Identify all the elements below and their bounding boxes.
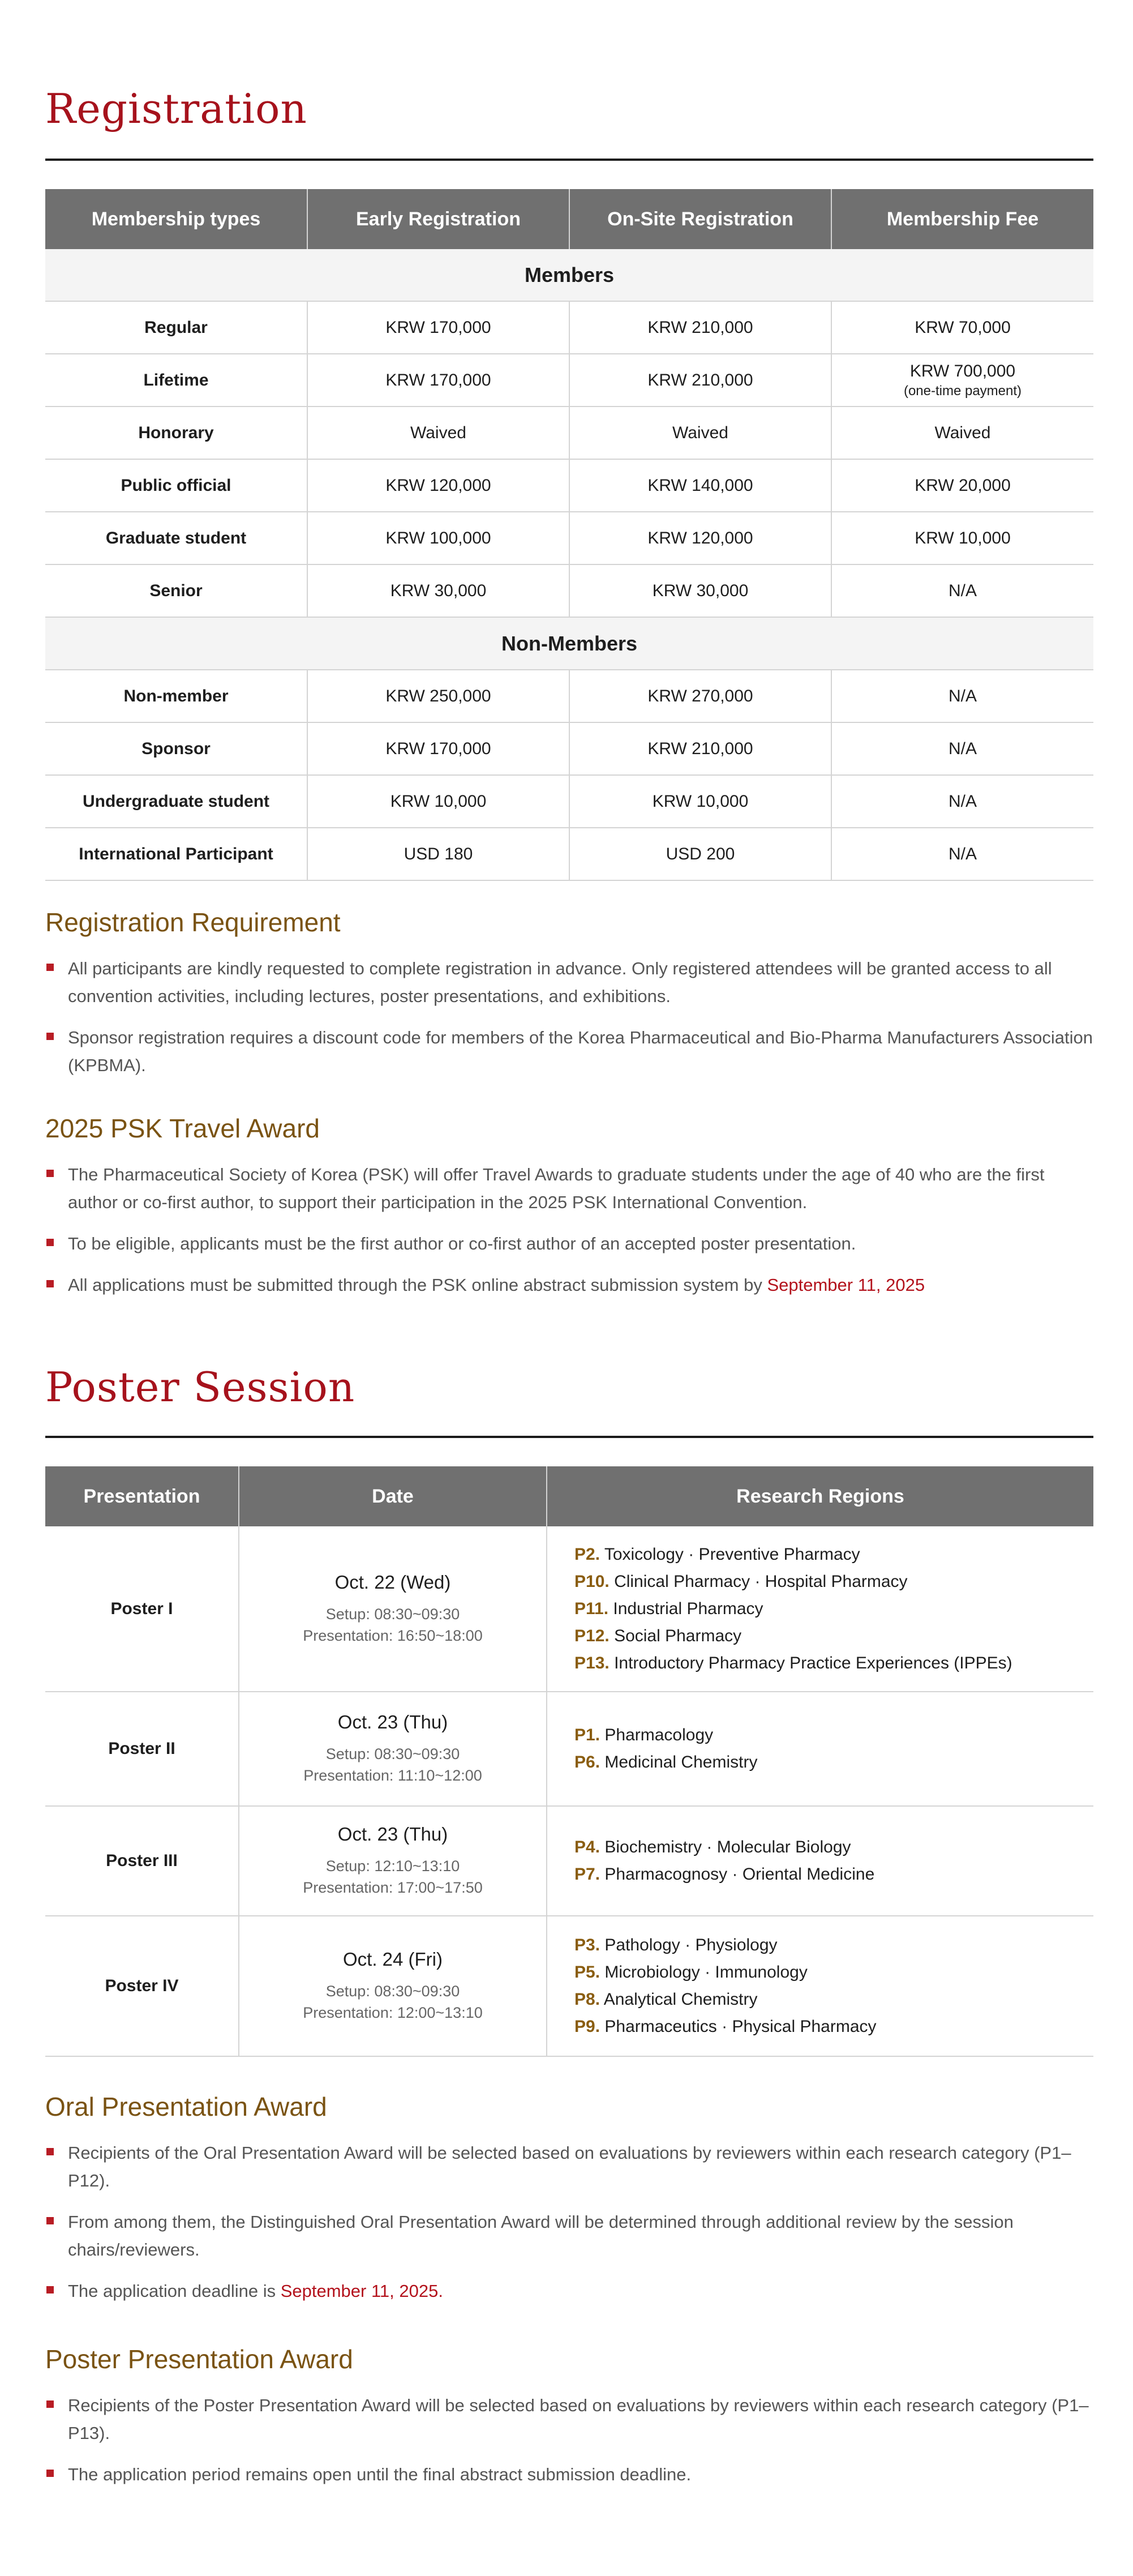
onsite-fee: Waived — [569, 406, 831, 459]
region-item — [574, 1568, 1093, 1595]
region-code: P3. — [574, 1936, 600, 1954]
group-row-members — [45, 249, 1093, 301]
early-fee: KRW 30,000 — [307, 564, 569, 617]
list-item-text: The Pharmaceutical Society of Korea (PSK) will offer Travel Awards to graduate students under the age of 40 who are the first author or co-first author, to support their participation in the 2025 PSK International Convention. — [68, 1165, 1045, 1212]
bullet-square-icon — [46, 2217, 54, 2224]
list-item-text: Sponsor registration requires a discount code for members of the Korea Pharmaceutical and Bio-Pharma Manufacturers Association (KPBMA). — [68, 1028, 1093, 1075]
early-fee: KRW 120,000 — [307, 459, 569, 512]
column-header: Membership types — [45, 189, 307, 249]
table-header-row — [45, 1466, 1093, 1526]
table-row — [45, 301, 1093, 354]
table-row — [45, 512, 1093, 564]
research-regions-cell — [547, 1692, 1093, 1806]
region-label: Medicinal Chemistry — [604, 1753, 758, 1771]
region-item — [574, 1986, 1093, 2013]
bullet-square-icon — [46, 2400, 54, 2408]
membership-type: Sponsor — [45, 722, 307, 775]
region-item — [574, 1932, 1093, 1959]
region-label: Biochemistry · Molecular Biology — [604, 1838, 851, 1856]
registration-fee-table — [45, 189, 1093, 881]
onsite-fee: KRW 140,000 — [569, 459, 831, 512]
table-row — [45, 354, 1093, 406]
group-label: Members — [45, 249, 1093, 301]
list-item — [45, 2391, 1093, 2447]
list-item-text: The application period remains open until the final abstract submission deadline. — [68, 2464, 692, 2484]
poster-date-cell — [239, 1916, 547, 2056]
region-label: Analytical Chemistry — [603, 1990, 758, 2009]
region-code: P11. — [574, 1599, 609, 1618]
list-item — [45, 1161, 1093, 1216]
group-label: Non-Members — [45, 617, 1093, 670]
region-label: Pharmacognosy · Oriental Medicine — [604, 1865, 875, 1884]
table-row — [45, 670, 1093, 722]
presentation-time: Presentation: 11:10~12:00 — [303, 1767, 482, 1784]
travel-award-list — [45, 1161, 1093, 1299]
early-fee: KRW 170,000 — [307, 354, 569, 406]
region-code: P2. — [574, 1544, 600, 1564]
poster-award-title: Poster Presentation Award — [45, 2344, 353, 2374]
deadline-date: September 11, 2025 — [767, 1275, 925, 1295]
bullet-square-icon — [46, 2286, 54, 2293]
bullet-square-icon — [46, 964, 54, 971]
registration-divider — [45, 159, 1093, 161]
region-item — [574, 1623, 1093, 1650]
registration-requirement-list — [45, 955, 1093, 1079]
region-code: P13. — [574, 1653, 610, 1672]
table-row — [45, 1916, 1093, 2056]
column-header: On-Site Registration — [569, 189, 831, 249]
table-header-row — [45, 189, 1093, 249]
region-code: P8. — [574, 1990, 600, 2009]
table-row — [45, 406, 1093, 459]
membership-type: Honorary — [45, 406, 307, 459]
membership-type: Public official — [45, 459, 307, 512]
early-fee: USD 180 — [307, 828, 569, 880]
region-label: Microbiology · Immunology — [604, 1963, 808, 1982]
membership-fee: KRW 70,000 — [831, 301, 1093, 354]
membership-type: Lifetime — [45, 354, 307, 406]
membership-type: Senior — [45, 564, 307, 617]
list-item — [45, 1230, 1093, 1257]
column-header: Early Registration — [307, 189, 569, 249]
registration-title: Registration — [45, 85, 307, 132]
list-item-text: The application deadline is — [68, 2281, 281, 2301]
region-code: P12. — [574, 1626, 610, 1645]
early-fee: KRW 250,000 — [307, 670, 569, 722]
bullet-square-icon — [46, 2148, 54, 2155]
region-label: Industrial Pharmacy — [613, 1599, 763, 1618]
poster-date-cell — [239, 1806, 547, 1916]
region-code: P6. — [574, 1753, 600, 1771]
early-fee: Waived — [307, 406, 569, 459]
poster-name: Poster III — [45, 1806, 239, 1916]
poster-name: Poster II — [45, 1692, 239, 1806]
research-regions-cell — [547, 1806, 1093, 1916]
table-row — [45, 1692, 1093, 1806]
early-fee: KRW 170,000 — [307, 722, 569, 775]
membership-type: Graduate student — [45, 512, 307, 564]
poster-date: Oct. 23 (Thu) — [337, 1711, 448, 1732]
column-header: Date — [239, 1466, 547, 1526]
onsite-fee: KRW 120,000 — [569, 512, 831, 564]
list-item — [45, 1024, 1093, 1079]
region-label: Clinical Pharmacy · Hospital Pharmacy — [614, 1572, 908, 1591]
membership-type: International Participant — [45, 828, 307, 880]
region-item — [574, 1722, 1093, 1749]
table-row — [45, 564, 1093, 617]
region-code: P7. — [574, 1865, 600, 1884]
early-fee: KRW 100,000 — [307, 512, 569, 564]
region-label: Pharmacology — [604, 1726, 714, 1744]
deadline-period: . — [438, 2281, 443, 2301]
table-row — [45, 1526, 1093, 1692]
membership-fee: N/A — [831, 775, 1093, 828]
onsite-fee: KRW 210,000 — [569, 722, 831, 775]
bullet-square-icon — [46, 1170, 54, 1177]
poster-session-divider — [45, 1436, 1093, 1438]
poster-name: Poster IV — [45, 1916, 239, 2056]
presentation-time: Presentation: 12:00~13:10 — [303, 2004, 483, 2021]
fee-note: (one-time payment) — [903, 383, 1022, 399]
column-header: Membership Fee — [831, 189, 1093, 249]
list-item-text: All applications must be submitted through the PSK online abstract submission system by — [68, 1275, 767, 1295]
poster-date: Oct. 24 (Fri) — [342, 1949, 443, 1970]
membership-fee: N/A — [831, 564, 1093, 617]
region-label: Pharmaceutics · Physical Pharmacy — [604, 2017, 877, 2036]
early-fee: KRW 10,000 — [307, 775, 569, 828]
presentation-time: Presentation: 16:50~18:00 — [303, 1627, 483, 1644]
region-code: P10. — [574, 1572, 610, 1591]
list-item-text: From among them, the Distinguished Oral Presentation Award will be determined through additional review by the session chairs/reviewers. — [68, 2212, 1014, 2260]
list-item-text: All participants are kindly requested to complete registration in advance. Only registered attendees will be granted access to all convention activities, including lectures, poster presentations, and exhibitions. — [68, 958, 1052, 1006]
table-row — [45, 459, 1093, 512]
region-item — [574, 1541, 1093, 1568]
poster-date: Oct. 22 (Wed) — [334, 1571, 451, 1593]
bullet-square-icon — [46, 2470, 54, 2477]
membership-fee: Waived — [831, 406, 1093, 459]
travel-award-title: 2025 PSK Travel Award — [45, 1114, 320, 1143]
list-item-text: To be eligible, applicants must be the first author or co-first author of an accepted poster presentation. — [68, 1234, 856, 1253]
membership-type: Undergraduate student — [45, 775, 307, 828]
region-item — [574, 1834, 1093, 1861]
poster-session-title: Poster Session — [45, 1363, 355, 1411]
region-item — [574, 1595, 1093, 1623]
region-code: P5. — [574, 1963, 600, 1982]
setup-time: Setup: 08:30~09:30 — [325, 1983, 460, 2000]
region-item — [574, 1861, 1093, 1888]
membership-fee: N/A — [831, 670, 1093, 722]
oral-award-list — [45, 2139, 1093, 2305]
list-item — [45, 1271, 1093, 1299]
list-item — [45, 2277, 1093, 2305]
table-row — [45, 1806, 1093, 1916]
membership-fee-cell — [831, 354, 1093, 406]
membership-type: Non-member — [45, 670, 307, 722]
region-label: Introductory Pharmacy Practice Experiences (IPPEs) — [614, 1653, 1012, 1672]
bullet-square-icon — [46, 1280, 54, 1287]
setup-time: Setup: 08:30~09:30 — [325, 1605, 460, 1623]
region-item — [574, 1650, 1093, 1677]
membership-fee: KRW 20,000 — [831, 459, 1093, 512]
list-item — [45, 955, 1093, 1010]
onsite-fee: KRW 10,000 — [569, 775, 831, 828]
presentation-time: Presentation: 17:00~17:50 — [303, 1879, 483, 1896]
onsite-fee: KRW 210,000 — [569, 301, 831, 354]
table-row — [45, 722, 1093, 775]
onsite-fee: KRW 30,000 — [569, 564, 831, 617]
list-item — [45, 2139, 1093, 2194]
poster-date-cell — [239, 1526, 547, 1692]
onsite-fee: USD 200 — [569, 828, 831, 880]
onsite-fee: KRW 270,000 — [569, 670, 831, 722]
bullet-square-icon — [46, 1239, 54, 1246]
poster-name: Poster I — [45, 1526, 239, 1692]
region-item — [574, 2013, 1093, 2040]
region-label: Toxicology · Preventive Pharmacy — [604, 1544, 860, 1564]
poster-award-list — [45, 2391, 1093, 2488]
poster-session-table — [45, 1466, 1093, 2057]
membership-type: Regular — [45, 301, 307, 354]
deadline-date: September 11, 2025 — [280, 2281, 439, 2301]
poster-date: Oct. 23 (Thu) — [337, 1824, 448, 1845]
region-item — [574, 1749, 1093, 1776]
region-code: P1. — [574, 1726, 600, 1744]
region-item — [574, 1959, 1093, 1986]
list-item-text: Recipients of the Oral Presentation Award will be selected based on evaluations by reviewers within each research category (P1–P12). — [68, 2143, 1071, 2190]
membership-fee: N/A — [831, 722, 1093, 775]
region-code: P4. — [574, 1838, 600, 1856]
column-header: Presentation — [45, 1466, 239, 1526]
group-row-non-members — [45, 617, 1093, 670]
setup-time: Setup: 12:10~13:10 — [325, 1858, 460, 1875]
list-item-text: Recipients of the Poster Presentation Award will be selected based on evaluations by reviewers within each research category (P1–P13). — [68, 2395, 1089, 2443]
region-code: P9. — [574, 2017, 600, 2036]
table-row — [45, 828, 1093, 880]
setup-time: Setup: 08:30~09:30 — [325, 1745, 460, 1762]
research-regions-cell — [547, 1526, 1093, 1692]
list-item — [45, 2461, 1093, 2488]
table-row — [45, 775, 1093, 828]
region-label: Social Pharmacy — [614, 1626, 742, 1645]
research-regions-cell — [547, 1916, 1093, 2056]
membership-fee: KRW 10,000 — [831, 512, 1093, 564]
column-header: Research Regions — [547, 1466, 1093, 1526]
poster-date-cell — [239, 1692, 547, 1806]
membership-fee: N/A — [831, 828, 1093, 880]
region-label: Pathology · Physiology — [604, 1936, 778, 1954]
onsite-fee: KRW 210,000 — [569, 354, 831, 406]
registration-requirement-title: Registration Requirement — [45, 908, 341, 937]
membership-fee: KRW 700,000 — [909, 361, 1016, 380]
oral-award-title: Oral Presentation Award — [45, 2092, 327, 2121]
bullet-square-icon — [46, 1033, 54, 1040]
list-item — [45, 2208, 1093, 2263]
early-fee: KRW 170,000 — [307, 301, 569, 354]
